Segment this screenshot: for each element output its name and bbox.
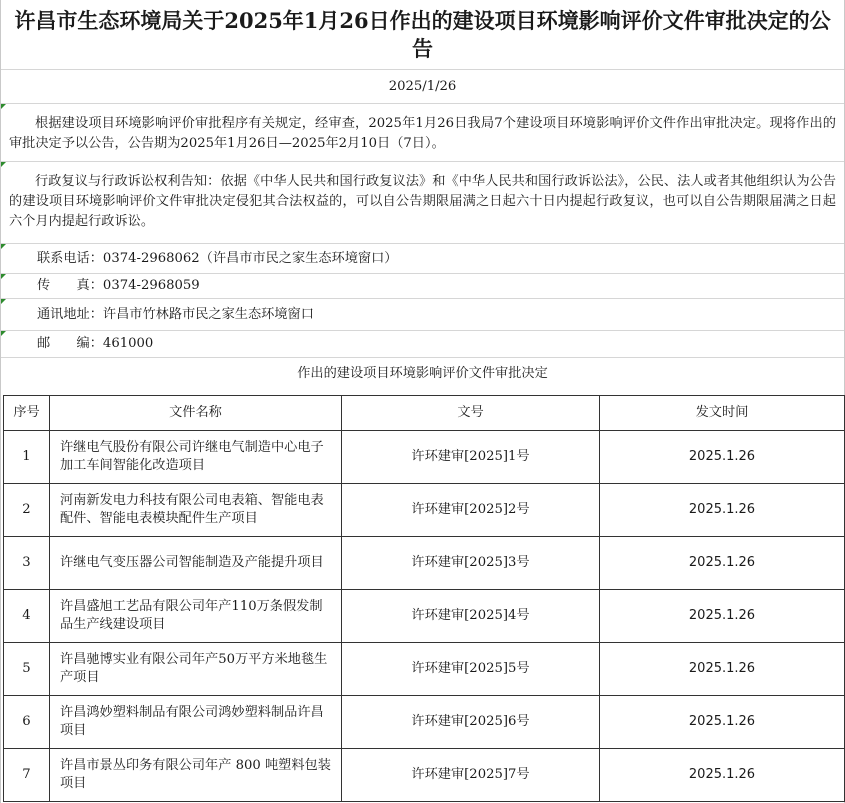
table-row [4,537,845,590]
table-row [4,696,845,749]
cell-file-name: 许昌驰博实业有限公司年产50万平方米地毯生产项目 [50,643,342,696]
cell-serial: 6 [4,696,50,749]
cell-issue-date: 2025.1.26 [600,643,845,696]
cell-doc-number: 许环建审[2025]4号 [342,590,600,643]
publish-date: 2025/1/26 [1,70,844,104]
contact-address: 通讯地址：许昌市竹林路市民之家生态环境窗口 [1,299,844,331]
cell-serial: 1 [4,431,50,484]
intro-paragraph: 根据建设项目环境影响评价审批程序有关规定，经审查，2025年1月26日我局7个建设项目环境影响评价文件作出审批决定。现将作出的审批决定予以公告，公告期为2025年1月26日—2025年2月10日（7日）。 [1,104,844,162]
header-serial: 序号 [4,396,50,431]
cell-file-name: 河南新发电力科技有限公司电表箱、智能电表配件、智能电表模块配件生产项目 [50,484,342,537]
header-file-name: 文件名称 [50,396,342,431]
cell-serial: 5 [4,643,50,696]
contact-postcode: 邮 编：461000 [1,331,844,358]
cell-serial: 4 [4,590,50,643]
page-title: 许昌市生态环境局关于2025年1月26日作出的建设项目环境影响评价文件审批决定的公告 [1,0,844,70]
cell-file-name: 许继电气变压器公司智能制造及产能提升项目 [50,537,342,590]
cell-doc-number: 许环建审[2025]5号 [342,643,600,696]
cell-doc-number: 许环建审[2025]2号 [342,484,600,537]
cell-doc-number: 许环建审[2025]6号 [342,696,600,749]
cell-issue-date: 2025.1.26 [600,431,845,484]
cell-file-name: 许昌鸿妙塑料制品有限公司鸿妙塑料制品许昌项目 [50,696,342,749]
header-issue-date: 发文时间 [600,396,845,431]
table-header-row [4,396,845,431]
cell-serial: 2 [4,484,50,537]
table-row [4,590,845,643]
cell-doc-number: 许环建审[2025]1号 [342,431,600,484]
cell-doc-number: 许环建审[2025]3号 [342,537,600,590]
rights-notice-paragraph: 行政复议与行政诉讼权利告知：依据《中华人民共和国行政复议法》和《中华人民共和国行政诉讼法》，公民、法人或者其他组织认为公告的建设项目环境影响评价文件审批决定侵犯其合法权益的，可以自公告期限届满之日起六十日内提起行政复议，也可以自公告期限届满之日起六个月内提起行政诉讼。 [1,162,844,244]
table-row [4,484,845,537]
cell-issue-date: 2025.1.26 [600,537,845,590]
header-doc-number: 文号 [342,396,600,431]
table-row [4,749,845,802]
cell-serial: 7 [4,749,50,802]
contact-fax: 传 真：0374-2968059 [1,274,844,299]
cell-file-name: 许继电气股份有限公司许继电气制造中心电子加工车间智能化改造项目 [50,431,342,484]
cell-issue-date: 2025.1.26 [600,484,845,537]
cell-serial: 3 [4,537,50,590]
contact-phone: 联系电话：0374-2968062（许昌市市民之家生态环境窗口） [1,244,844,274]
table-row [4,643,845,696]
approval-table [3,395,845,802]
cell-issue-date: 2025.1.26 [600,696,845,749]
cell-file-name: 许昌盛旭工艺品有限公司年产110万条假发制品生产线建设项目 [50,590,342,643]
table-row [4,431,845,484]
cell-issue-date: 2025.1.26 [600,590,845,643]
cell-doc-number: 许环建审[2025]7号 [342,749,600,802]
cell-issue-date: 2025.1.26 [600,749,845,802]
table-caption: 作出的建设项目环境影响评价文件审批决定 [297,366,548,381]
cell-file-name: 许昌市景丛印务有限公司年产 800 吨塑料包装项目 [50,749,342,802]
